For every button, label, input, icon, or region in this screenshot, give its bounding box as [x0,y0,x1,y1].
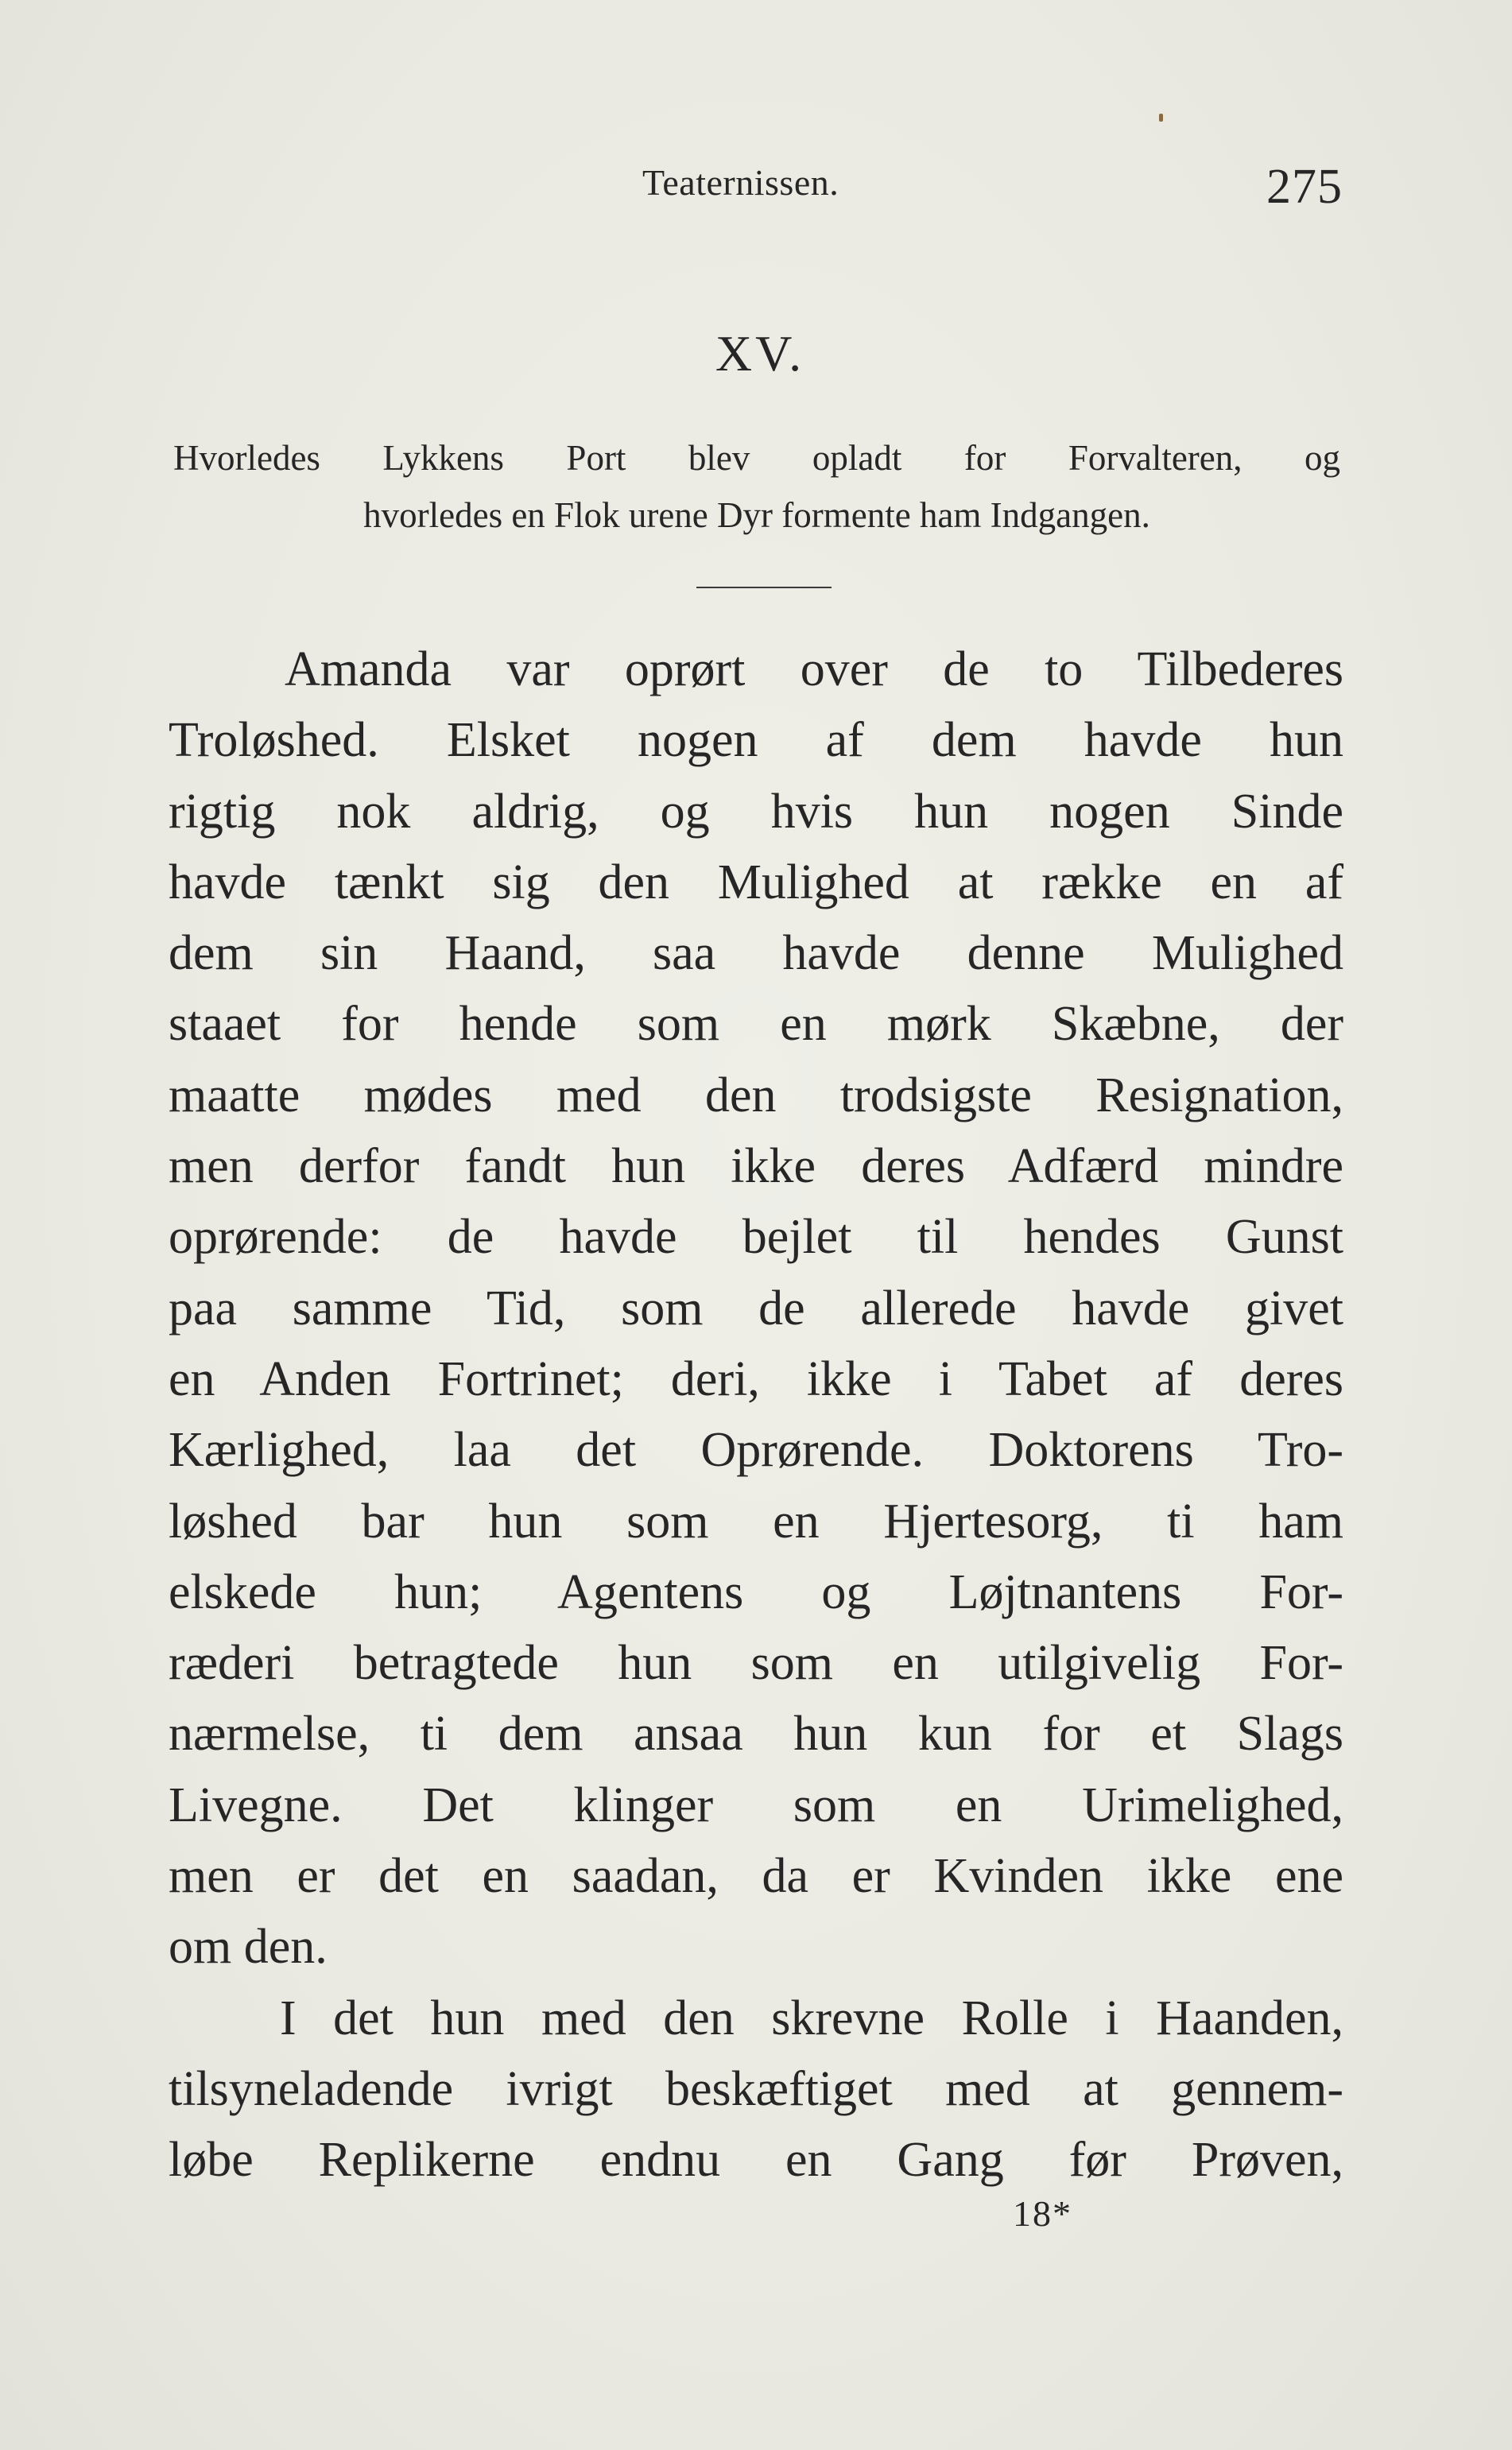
text-line: men er det en saadan, da er Kvinden ikke ene [169,1849,1343,1904]
text-line: nærmelse, ti dem ansaa hun kun for et Slags [169,1707,1343,1762]
text-line: I det hun med den skrevne Rolle i Haanden, [280,1991,1343,2045]
text-line: rigtig nok aldrig, og hvis hun nogen Sinde [169,784,1343,839]
section-rule [696,587,832,588]
text-line: om den. [169,1920,328,1975]
running-title: Teaternissen. [642,162,839,203]
text-line: tilsyneladende ivrigt beskæftiget med at gennem- [169,2061,1343,2116]
text-line: Troløshed. Elsket nogen af dem havde hun [169,713,1343,768]
text-line: elskede hun; Agentens og Løjtnantens For- [169,1564,1343,1619]
text-line: maatte mødes med den trodsigste Resignation, [169,1068,1343,1122]
signature-mark: 18* [1013,2193,1072,2234]
text-line: løbe Replikerne endnu en Gang før Prøven, [169,2133,1343,2188]
text-line: staaet for hende som en mørk Skæbne, der [169,997,1343,1052]
page-number: 275 [1266,160,1343,214]
text-line: Kærlighed, laa det Oprørende. Doktorens Tro- [169,1423,1343,1478]
text-line: paa samme Tid, som de allerede havde givet [169,1281,1343,1335]
chapter-title [173,429,1340,544]
text-line: dem sin Haand, saa havde denne Mulighed [169,926,1343,981]
text-line: Livegne. Det klinger som en Urimelighed, [169,1777,1343,1832]
chapter-number: XV. [715,325,805,382]
text-line: Amanda var oprørt over de to Tilbederes [285,642,1343,696]
body-text [169,634,1343,2196]
text-line: løshed bar hun som en Hjertesorg, ti ham [169,1494,1343,1549]
text-line: en Anden Fortrinet; deri, ikke i Tabet af deres [169,1351,1343,1406]
chapter-title-line: hvorledes en Flok urene Dyr formente ham Indgangen. [363,495,1150,535]
text-line: men derfor fandt hun ikke deres Adfærd mindre [169,1139,1343,1194]
text-line: havde tænkt sig den Mulighed at række en af [169,855,1343,909]
chapter-title-line: Hvorledes Lykkens Port blev opladt for Forvalteren, og [173,438,1340,478]
text-line: oprørende: de havde bejlet til hendes Gunst [169,1210,1343,1265]
paper-speck [1159,114,1163,122]
text-line: ræderi betragtede hun som en utilgivelig For- [169,1636,1343,1691]
